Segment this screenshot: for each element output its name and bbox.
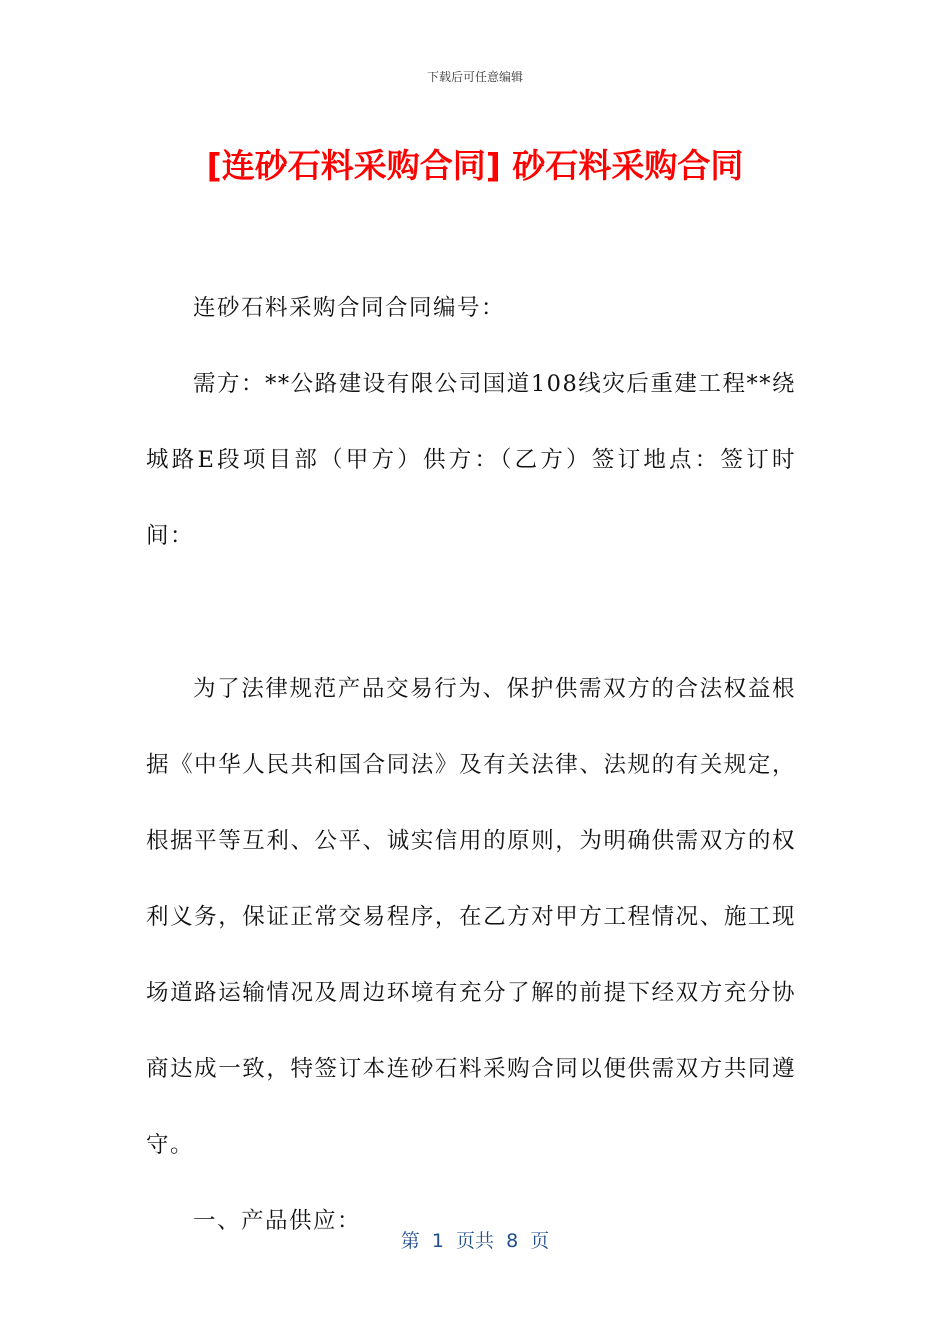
document-title: [连砂石料采购合同] 砂石料采购合同 — [206, 146, 744, 185]
document-body — [146, 270, 796, 1259]
parties-paragraph: 需方：**公路建设有限公司国道108线灾后重建工程**绕城路E段项目部（甲方）供方：（乙方）签订地点：签订时间： — [146, 371, 796, 549]
section-heading-product-supply: 一、产品供应： — [193, 1208, 362, 1234]
header-note: 下载后可任意编辑 — [426, 70, 523, 84]
page-number-footer: 第 1 页共 8 页 — [400, 1230, 550, 1252]
preamble-paragraph: 为了法律规范产品交易行为、保护供需双方的合法权益根据《中华人民共和国合同法》及有关法律、法规的有关规定，根据平等互利、公平、诚实信用的原则，为明确供需双方的权利义务，保证正常交易程序，在乙方对甲方工程情况、施工现场道路运输情况及周边环境有充分了解的前提下经双方充分协商达成一致，特签订本连砂石料采购合同以便供需双方共同遵守。 — [146, 676, 796, 1158]
contract-number-paragraph: 连砂石料采购合同合同编号： — [193, 295, 506, 321]
